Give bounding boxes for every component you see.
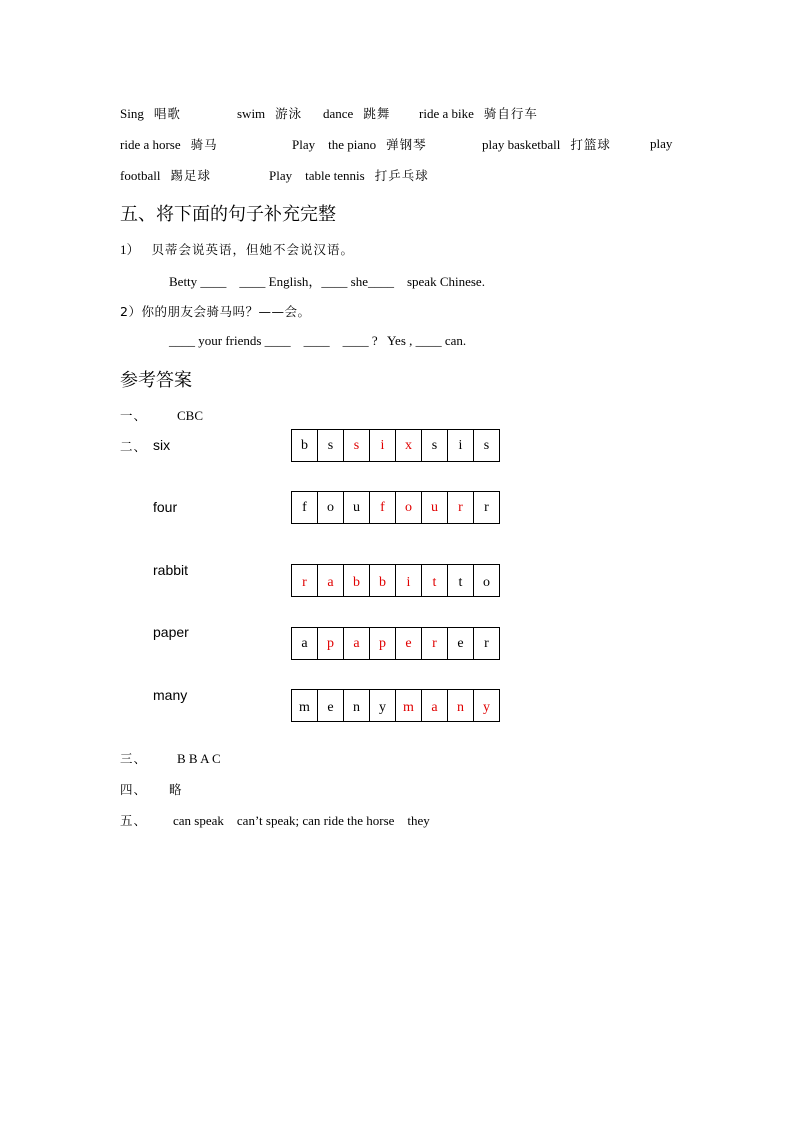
letter-cell: m [292, 690, 318, 722]
vocab-en: swim [237, 106, 266, 121]
letter-cell: f [370, 492, 396, 524]
word-four: four [153, 499, 178, 515]
answers-title: 参考答案 [120, 370, 192, 391]
answer-5 [120, 811, 430, 830]
word-rabbit: rabbit [153, 562, 189, 578]
vocab-en: Play the piano [292, 137, 377, 152]
letter-grid-paper [291, 627, 500, 660]
vocab-en: Play table tennis [269, 168, 365, 183]
letter-cell: i [370, 430, 396, 462]
section-5-title: 五、将下面的句子补充完整 [120, 204, 336, 225]
vocab-item [482, 135, 611, 154]
letter-cell: s [422, 430, 448, 462]
letter-cell: e [448, 628, 474, 660]
letter-cell: r [292, 565, 318, 597]
letter-grid-six [291, 429, 500, 462]
question-1-prompt [120, 239, 354, 259]
letter-cell: r [422, 628, 448, 660]
letter-cell: f [292, 492, 318, 524]
letter-cell: o [396, 492, 422, 524]
letter-cell: s [318, 430, 344, 462]
letter-cell: r [474, 628, 500, 660]
letter-cell: x [396, 430, 422, 462]
letter-cell: t [448, 565, 474, 597]
answer-label: 五、 [120, 813, 148, 828]
answer-value: can speak can’t speak; can ride the horse they [173, 813, 430, 828]
letter-cell: b [344, 565, 370, 597]
letter-cell: y [474, 690, 500, 722]
letter-cell: o [474, 565, 500, 597]
letter-grid-rabbit [291, 564, 500, 597]
vocab-en: Sing [120, 106, 144, 121]
vocab-en: play [650, 136, 673, 151]
answer-label: 四、 [120, 782, 148, 797]
question-number: 1） [120, 242, 140, 257]
letter-cell: r [474, 492, 500, 524]
letter-cell: t [422, 565, 448, 597]
vocab-zh: 打乒乓球 [374, 168, 429, 183]
vocab-zh: 踢足球 [170, 168, 211, 183]
answer-label: 一、 [120, 408, 148, 423]
letter-cell: n [448, 690, 474, 722]
answer-3 [120, 749, 221, 768]
letter-cell: y [370, 690, 396, 722]
answer-4 [120, 780, 183, 799]
vocab-item [419, 104, 538, 123]
vocab-zh: 骑自行车 [483, 106, 538, 121]
letter-grid-four [291, 491, 500, 524]
question-2-prompt: 2）你的朋友会骑马吗？——会。 [120, 304, 311, 319]
letter-cell: i [448, 430, 474, 462]
vocab-zh: 骑马 [190, 137, 218, 152]
letter-cell: b [292, 430, 318, 462]
letter-cell: p [318, 628, 344, 660]
question-zh: 贝蒂会说英语，但她不会说汉语。 [151, 242, 355, 257]
vocab-line-1 [120, 104, 181, 123]
word-paper: paper [153, 624, 189, 640]
letter-cell: i [396, 565, 422, 597]
question-2-blank: ____ your friends ____ ____ ____ ? Yes , ____ can. [169, 333, 467, 348]
question-1-blank: Betty ____ ____ English，____ she____ speak Chinese. [169, 274, 485, 289]
vocab-zh: 游泳 [275, 106, 303, 121]
answer-value: CBC [177, 408, 204, 423]
vocab-zh: 打篮球 [570, 137, 611, 152]
vocab-zh: 唱歌 [153, 106, 181, 121]
letter-cell: p [370, 628, 396, 660]
answer-1 [120, 406, 203, 425]
letter-cell: r [448, 492, 474, 524]
answer-value: 略 [169, 782, 183, 797]
letter-cell: a [318, 565, 344, 597]
word-many: many [153, 687, 188, 703]
letter-cell: e [396, 628, 422, 660]
letter-cell: a [292, 628, 318, 660]
vocab-en: dance [323, 106, 354, 121]
letter-cell: a [344, 628, 370, 660]
vocab-en: play basketball [482, 137, 561, 152]
letter-grid-many [291, 689, 500, 722]
vocab-item [292, 135, 427, 154]
answer-value: B B A C [177, 751, 221, 766]
letter-cell: u [344, 492, 370, 524]
letter-cell: u [422, 492, 448, 524]
letter-cell: b [370, 565, 396, 597]
letter-cell: o [318, 492, 344, 524]
answer-2-label: 二、 [120, 439, 148, 454]
vocab-line-3 [120, 166, 211, 185]
letter-cell: s [474, 430, 500, 462]
vocab-item [237, 104, 302, 123]
vocab-zh: 跳舞 [363, 106, 391, 121]
vocab-item [650, 135, 672, 153]
vocab-item [323, 104, 390, 123]
letter-cell: a [422, 690, 448, 722]
vocab-line-2 [120, 135, 218, 154]
vocab-en: football [120, 168, 161, 183]
answer-label: 三、 [120, 751, 148, 766]
letter-cell: e [318, 690, 344, 722]
vocab-item [269, 166, 429, 185]
vocab-zh: 弹钢琴 [386, 137, 427, 152]
letter-cell: s [344, 430, 370, 462]
letter-cell: m [396, 690, 422, 722]
word-six: six [153, 437, 171, 453]
letter-cell: n [344, 690, 370, 722]
vocab-en: ride a horse [120, 137, 181, 152]
vocab-en: ride a bike [419, 106, 474, 121]
